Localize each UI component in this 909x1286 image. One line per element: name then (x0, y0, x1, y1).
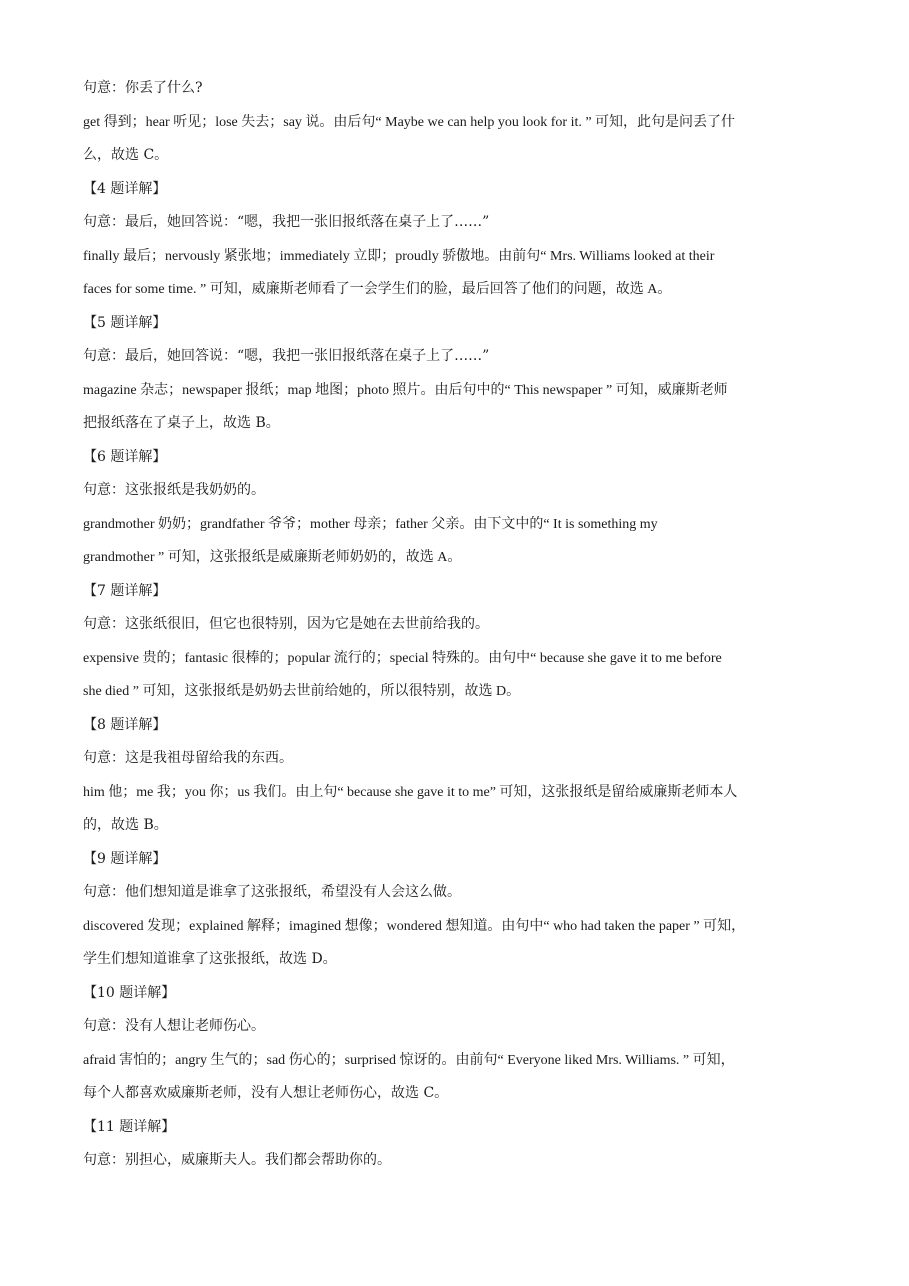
text-line: finally 最后；nervously 紧张地；immediately 立即；proudly 骄傲地。由前句“ Mrs. Williams looked at their (83, 248, 715, 264)
text-line: expensive 贵的；fantasic 很棒的；popular 流行的；special 特殊的。由句中“ because she gave it to me before (83, 650, 722, 666)
text-line: 句意：这张纸很旧，但它也很特别，因为它是她在去世前给我的。 (83, 616, 489, 632)
section-heading: 【7 题详解】 (83, 582, 167, 599)
section-heading: 【4 题详解】 (83, 180, 167, 197)
section-heading: 【11 题详解】 (83, 1118, 176, 1135)
text-line: 句意：最后，她回答说：“嗯，我把一张旧报纸落在桌子上了……” (83, 348, 490, 364)
text-line: she died ” 可知，这张报纸是奶奶去世前给她的，所以很特别，故选 D。 (83, 684, 521, 699)
text-line: faces for some time. ” 可知，威廉斯老师看了一会学生们的脸，最后回答了他们的问题，故选 A。 (83, 282, 672, 297)
text-line: 句意：这张报纸是我奶奶的。 (83, 482, 265, 498)
section-heading: 【6 题详解】 (83, 448, 167, 465)
section-heading: 【10 题详解】 (83, 984, 176, 1001)
section-heading: 【8 题详解】 (83, 716, 167, 733)
section-heading: 【9 题详解】 (83, 850, 167, 867)
text-line: 把报纸落在了桌子上，故选 B。 (83, 415, 280, 431)
section-heading: 【5 题详解】 (83, 314, 167, 331)
text-line: 句意：别担心，威廉斯夫人。我们都会帮助你的。 (83, 1152, 391, 1168)
text-line: 每个人都喜欢威廉斯老师，没有人想让老师伤心，故选 C。 (83, 1085, 449, 1101)
text-line: afraid 害怕的；angry 生气的；sad 伤心的；surprised 惊讶的。由前句“ Everyone liked Mrs. Williams. ” 可知， (83, 1052, 735, 1068)
text-line: 句意：最后，她回答说：“嗯，我把一张旧报纸落在桌子上了……” (83, 214, 490, 230)
text-line: 的，故选 B。 (83, 817, 168, 833)
text-line: him 他；me 我；you 你；us 我们。由上句“ because she gave it to me” 可知，这张报纸是留给威廉斯老师本人 (83, 784, 738, 800)
text-line: get 得到；hear 听见；lose 失去；say 说。由后句“ Maybe we can help you look for it. ” 可知，此句是问丢了什 (83, 114, 736, 130)
text-line: 句意：他们想知道是谁拿了这张报纸，希望没有人会这么做。 (83, 884, 461, 900)
text-line: discovered 发现；explained 解释；imagined 想像；wondered 想知道。由句中“ who had taken the paper ” 可知， (83, 918, 746, 934)
text-line: 么，故选 C。 (83, 147, 169, 163)
text-line: 句意：没有人想让老师伤心。 (83, 1018, 265, 1034)
text-line: magazine 杂志；newspaper 报纸；map 地图；photo 照片。由后句中的“ This newspaper ” 可知，威廉斯老师 (83, 382, 728, 398)
document-page (83, 72, 828, 1178)
text-line: grandmother 奶奶；grandfather 爷爷；mother 母亲；father 父亲。由下文中的“ It is something my (83, 516, 658, 532)
text-line: 学生们想知道谁拿了这张报纸，故选 D。 (83, 951, 337, 967)
text-line: 句意：你丢了什么? (83, 80, 203, 96)
text-line: 句意：这是我祖母留给我的东西。 (83, 750, 293, 766)
text-line: grandmother ” 可知，这张报纸是威廉斯老师奶奶的，故选 A。 (83, 550, 462, 565)
